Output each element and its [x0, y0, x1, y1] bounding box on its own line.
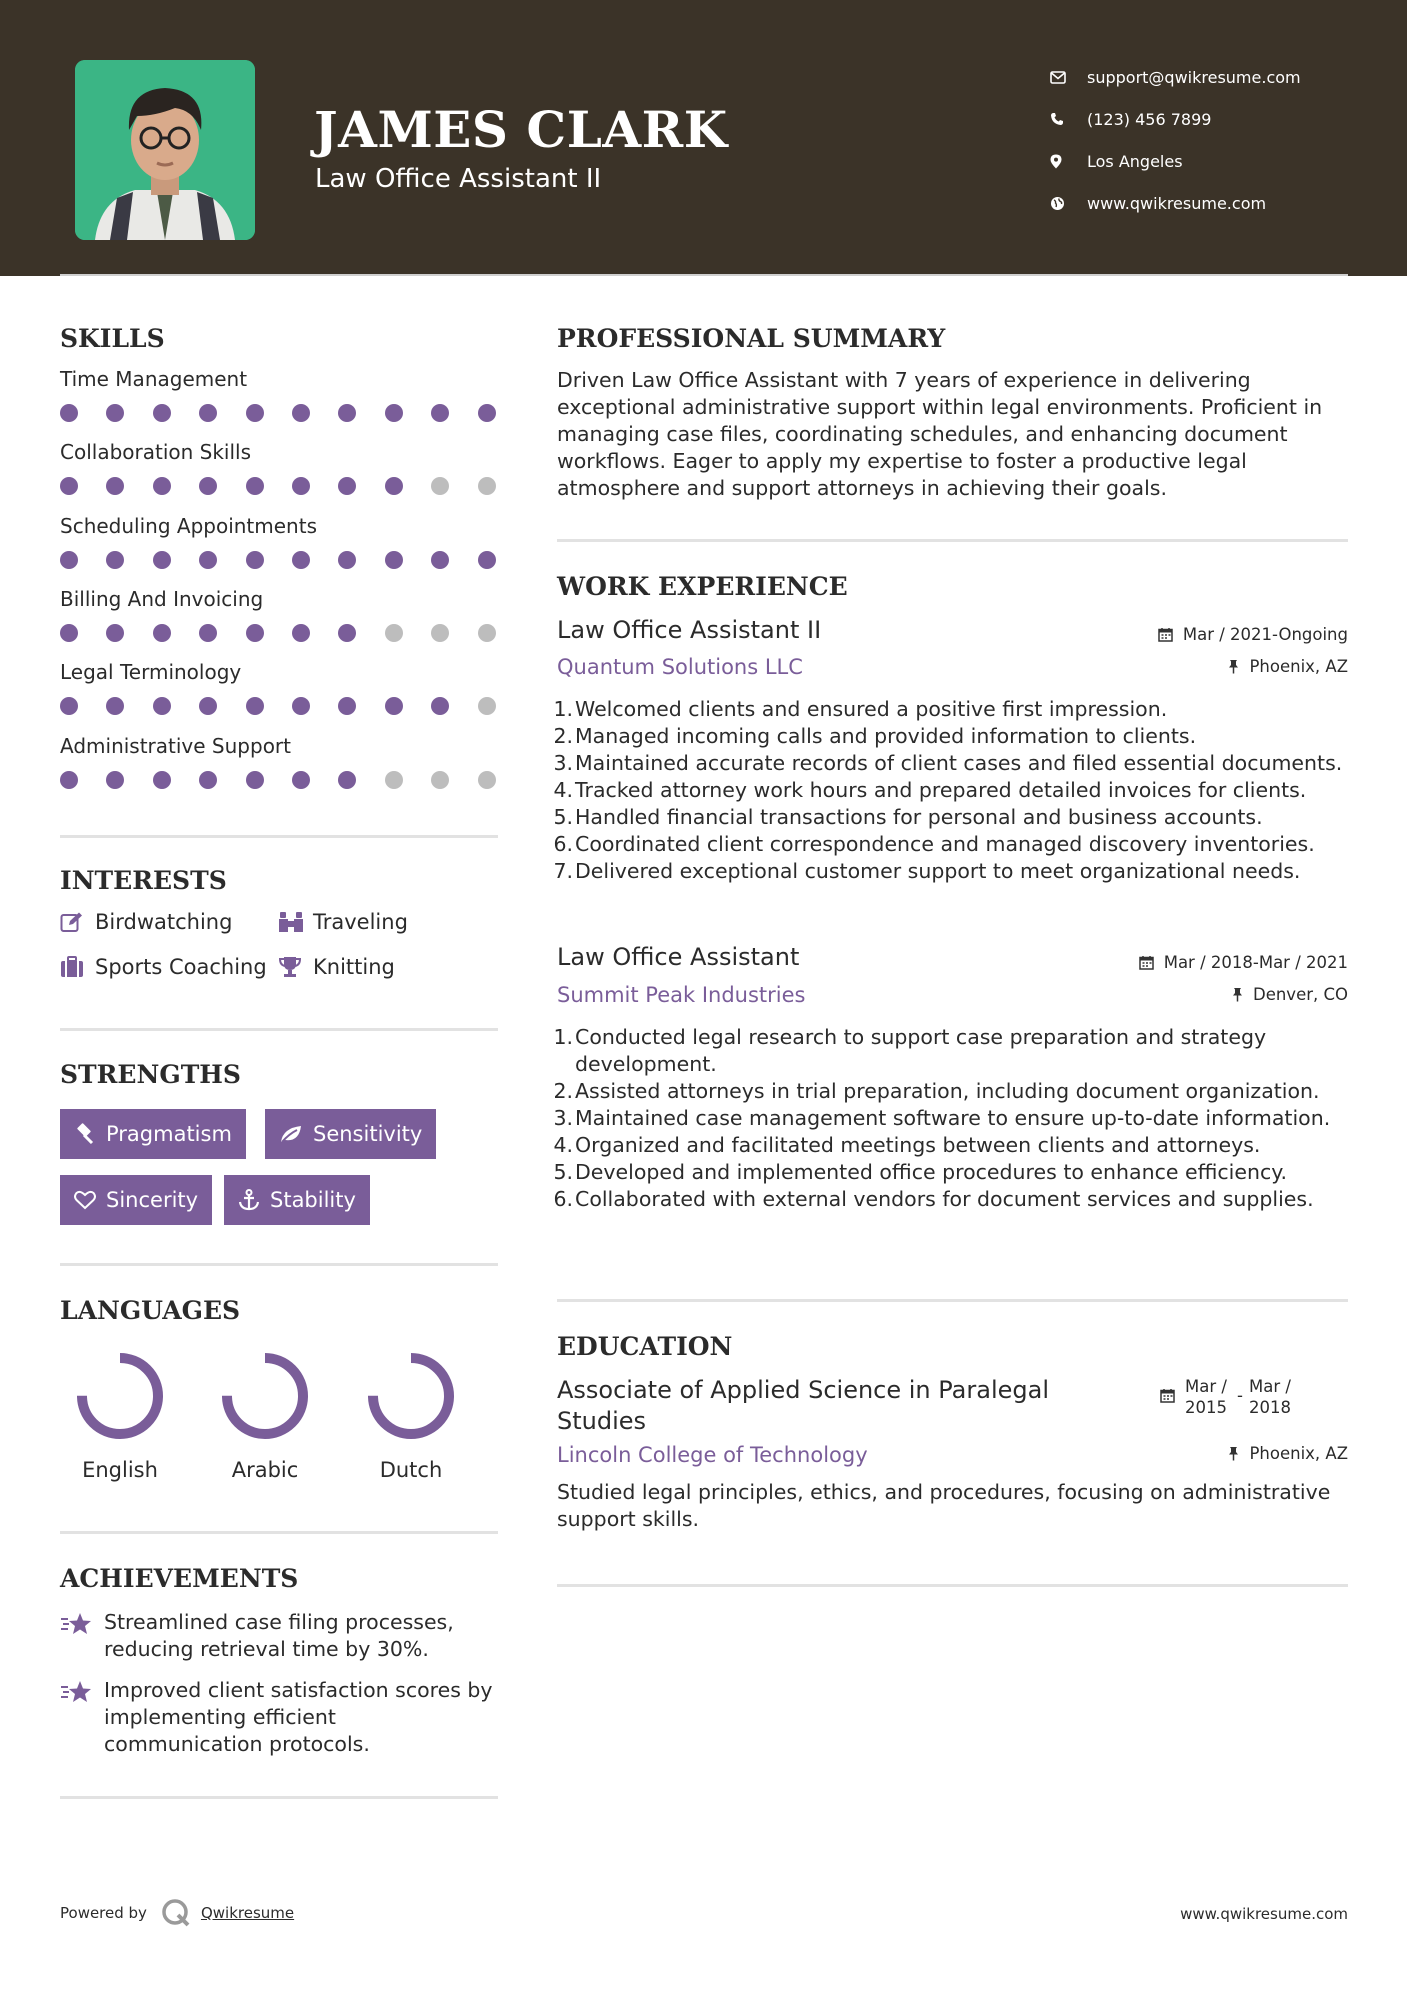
responsibility-item	[553, 1132, 1347, 1159]
interests-divider	[60, 1028, 498, 1031]
job-dates-text: Mar / 2018-Mar / 2021	[1163, 953, 1348, 972]
responsibility-item	[553, 696, 1347, 723]
skill-item	[60, 367, 500, 424]
responsibility-text: Handled financial transactions for personal and business accounts.	[575, 805, 1263, 829]
job-dates-text: Mar / 2021-Ongoing	[1182, 625, 1348, 644]
globe-icon	[1050, 196, 1087, 211]
rating-dot-filled	[478, 404, 496, 422]
language-level-ring	[361, 1346, 461, 1446]
interest-label: Traveling	[313, 910, 408, 934]
skill-item	[60, 660, 500, 717]
responsibility-text: Managed incoming calls and provided information to clients.	[575, 724, 1197, 748]
qwikresume-logo-icon	[161, 1898, 191, 1928]
rating-dot-filled	[292, 624, 310, 642]
rating-dot-filled	[106, 771, 124, 789]
list-number: 6.	[553, 832, 573, 856]
trophy-icon	[278, 956, 313, 978]
rating-dot-empty	[385, 771, 403, 789]
contact-website-text: www.qwikresume.com	[1087, 193, 1267, 213]
responsibility-item	[553, 750, 1347, 777]
rating-dot-filled	[199, 697, 217, 715]
strength-label: Stability	[270, 1188, 356, 1212]
pushpin-icon	[1228, 659, 1239, 674]
candidate-name: JAMES CLARK	[314, 100, 728, 159]
education-start: Mar / 2015	[1185, 1377, 1227, 1417]
strength-label: Sincerity	[106, 1188, 199, 1212]
language-item	[205, 1346, 325, 1482]
responsibility-text: Conducted legal research to support case preparation and strategy development.	[575, 1025, 1267, 1076]
education-divider	[557, 1584, 1348, 1587]
powered-by-text: Powered by	[60, 1904, 147, 1922]
skill-rating	[60, 624, 500, 644]
contact-email-text: support@qwikresume.com	[1087, 67, 1301, 87]
skill-rating	[60, 477, 500, 497]
experience-divider	[557, 1299, 1348, 1302]
list-number: 1.	[553, 1025, 573, 1049]
gavel-icon	[74, 1123, 96, 1145]
rating-dot-filled	[199, 624, 217, 642]
list-number: 7.	[553, 859, 573, 883]
contact-phone[interactable]	[1050, 98, 1301, 140]
rating-dot-filled	[246, 477, 264, 495]
strengths-divider	[60, 1263, 498, 1266]
rating-dot-filled	[199, 404, 217, 422]
rating-dot-filled	[60, 404, 78, 422]
rating-dot-filled	[292, 477, 310, 495]
summary-text: Driven Law Office Assistant with 7 years of experience in delivering exceptional administrative support within legal environments. Proficient in managing case files, coordinating schedules, and enhancing document workflows. Eager to apply my expertise to foster a productive legal atmosphere and support attorneys in achieving their goals.	[557, 368, 1323, 500]
rating-dot-filled	[338, 771, 356, 789]
responsibility-text: Welcomed clients and ensured a positive first impression.	[575, 697, 1168, 721]
skill-rating	[60, 551, 500, 571]
responsibility-text: Organized and facilitated meetings between clients and attorneys.	[575, 1133, 1261, 1157]
job-location-text: Denver, CO	[1252, 985, 1348, 1004]
languages-heading: LANGUAGES	[60, 1296, 241, 1325]
rating-dot-filled	[199, 477, 217, 495]
rating-dot-filled	[292, 771, 310, 789]
pushpin-icon	[1232, 987, 1243, 1002]
responsibility-item	[553, 777, 1347, 804]
language-level-arc	[82, 1358, 158, 1434]
interest-label: Knitting	[313, 955, 395, 979]
interest-label: Sports Coaching	[95, 955, 267, 979]
rating-dot-empty	[478, 771, 496, 789]
strengths-heading: STRENGTHS	[60, 1060, 241, 1089]
summary-heading: PROFESSIONAL SUMMARY	[557, 324, 946, 353]
list-number: 2.	[553, 1079, 573, 1103]
education-dates	[1160, 1376, 1301, 1418]
job-company: Quantum Solutions LLC	[557, 655, 803, 679]
interest-traveling	[278, 910, 408, 934]
job-location	[1232, 985, 1348, 1004]
responsibility-text: Tracked attorney work hours and prepared detailed invoices for clients.	[575, 778, 1307, 802]
job-location	[1228, 657, 1348, 676]
skill-rating	[60, 404, 500, 424]
rating-dot-filled	[338, 477, 356, 495]
interest-sports-coaching	[60, 955, 267, 979]
list-number: 5.	[553, 805, 573, 829]
star-badge-icon	[60, 1609, 104, 1663]
skill-label: Collaboration Skills	[60, 440, 252, 465]
contact-info	[1050, 56, 1301, 224]
education-date-dash: -	[1237, 1386, 1243, 1405]
calendar-icon	[1160, 1388, 1175, 1403]
rating-dot-empty	[478, 477, 496, 495]
skill-label: Legal Terminology	[60, 660, 242, 685]
skill-item	[60, 734, 500, 791]
phone-icon	[1050, 112, 1087, 126]
rating-dot-filled	[292, 697, 310, 715]
interests-heading: INTERESTS	[60, 866, 227, 895]
rating-dot-filled	[338, 404, 356, 422]
rating-dot-filled	[60, 697, 78, 715]
job-responsibilities	[553, 1024, 1347, 1213]
rating-dot-filled	[385, 404, 403, 422]
strength-chip-sincerity	[60, 1175, 212, 1225]
rating-dot-filled	[153, 404, 171, 422]
language-item	[351, 1346, 471, 1482]
strength-chip-pragmatism	[60, 1109, 246, 1159]
language-level-arc	[227, 1358, 303, 1434]
rating-dot-filled	[338, 624, 356, 642]
strength-chip-stability	[224, 1175, 370, 1225]
job-location-text: Phoenix, AZ	[1249, 657, 1348, 676]
experience-heading: WORK EXPERIENCE	[557, 572, 848, 601]
list-number: 4.	[553, 778, 573, 802]
language-level-ring	[70, 1346, 170, 1446]
skill-label: Billing And Invoicing	[60, 586, 264, 611]
rating-dot-filled	[338, 697, 356, 715]
strength-label: Pragmatism	[106, 1122, 232, 1146]
list-number: 5.	[553, 1160, 573, 1184]
responsibility-item	[553, 723, 1347, 750]
interest-knitting	[278, 955, 395, 979]
heart-icon	[74, 1190, 96, 1210]
rating-dot-empty	[431, 771, 449, 789]
achievement-text: Improved client satisfaction scores by implementing efficient communication protocols.	[104, 1678, 493, 1756]
summary-divider	[557, 539, 1348, 542]
pushpin-icon	[1228, 1446, 1239, 1461]
rating-dot-filled	[246, 551, 264, 569]
header-divider	[60, 274, 1348, 276]
job-responsibilities	[553, 696, 1347, 885]
resume-header	[0, 0, 1407, 276]
rating-dot-filled	[106, 477, 124, 495]
list-number: 6.	[553, 1187, 573, 1211]
job-dates	[1139, 953, 1348, 972]
leaf-icon	[279, 1124, 303, 1144]
calendar-icon	[1158, 627, 1173, 642]
rating-dot-filled	[246, 624, 264, 642]
rating-dot-filled	[60, 551, 78, 569]
rating-dot-filled	[60, 477, 78, 495]
rating-dot-filled	[199, 551, 217, 569]
responsibility-text: Delivered exceptional customer support to meet organizational needs.	[575, 859, 1301, 883]
contact-website[interactable]	[1050, 182, 1301, 224]
footer-brand-link[interactable]: Qwikresume	[200, 1904, 295, 1922]
contact-email[interactable]	[1050, 56, 1301, 98]
candidate-role: Law Office Assistant II	[315, 164, 602, 194]
edit-icon	[60, 911, 95, 933]
responsibility-item	[553, 804, 1347, 831]
skill-label: Administrative Support	[60, 733, 291, 758]
responsibility-item	[553, 1159, 1347, 1186]
rating-dot-filled	[246, 697, 264, 715]
language-item	[60, 1346, 180, 1482]
rating-dot-filled	[338, 551, 356, 569]
rating-dot-empty	[385, 624, 403, 642]
rating-dot-filled	[153, 697, 171, 715]
rating-dot-filled	[431, 697, 449, 715]
skill-rating	[60, 697, 500, 717]
language-label: Arabic	[231, 1458, 299, 1482]
responsibility-text: Maintained accurate records of client cases and filed essential documents.	[575, 751, 1343, 775]
responsibility-text: Developed and implemented office procedures to enhance efficiency.	[575, 1160, 1287, 1184]
education-location	[1228, 1444, 1348, 1463]
rating-dot-filled	[385, 551, 403, 569]
job-dates	[1158, 625, 1348, 644]
language-label: Dutch	[379, 1458, 443, 1482]
skill-item	[60, 440, 500, 497]
language-level-ring	[215, 1346, 315, 1446]
achievement-item	[60, 1677, 500, 1758]
education-heading: EDUCATION	[557, 1332, 733, 1361]
responsibility-item	[553, 858, 1347, 885]
responsibility-item	[553, 1186, 1347, 1213]
suitcase-icon	[60, 956, 95, 978]
binoculars-icon	[278, 911, 313, 933]
list-number: 1.	[553, 697, 573, 721]
map-pin-icon	[1050, 154, 1087, 169]
education-degree: Associate of Applied Science in Paralegal Studies	[557, 1376, 1049, 1435]
rating-dot-filled	[60, 771, 78, 789]
anchor-icon	[238, 1189, 260, 1211]
footer-powered-by	[60, 1898, 294, 1928]
rating-dot-filled	[106, 551, 124, 569]
rating-dot-filled	[246, 771, 264, 789]
rating-dot-filled	[153, 551, 171, 569]
contact-phone-text: (123) 456 7899	[1087, 109, 1212, 129]
list-number: 3.	[553, 1106, 573, 1130]
skill-label: Time Management	[60, 367, 248, 391]
responsibility-text: Maintained case management software to ensure up-to-date information.	[575, 1106, 1331, 1130]
rating-dot-filled	[292, 404, 310, 422]
profile-photo	[75, 60, 255, 240]
interest-label: Birdwatching	[95, 910, 233, 934]
education-location-text: Phoenix, AZ	[1249, 1444, 1348, 1463]
languages-divider	[60, 1531, 498, 1534]
strength-label: Sensitivity	[313, 1122, 423, 1146]
skills-divider	[60, 835, 498, 838]
responsibility-text: Collaborated with external vendors for document services and supplies.	[575, 1187, 1314, 1211]
education-end: Mar / 2018	[1249, 1377, 1291, 1417]
education-school: Lincoln College of Technology	[557, 1443, 868, 1467]
achievements-heading: ACHIEVEMENTS	[60, 1564, 299, 1593]
star-badge-icon	[60, 1677, 104, 1758]
language-label: English	[82, 1458, 158, 1482]
rating-dot-empty	[431, 624, 449, 642]
achievement-item	[60, 1609, 500, 1663]
rating-dot-filled	[153, 771, 171, 789]
language-level-arc	[373, 1358, 449, 1434]
skill-item	[60, 514, 500, 571]
rating-dot-filled	[431, 551, 449, 569]
skills-heading: SKILLS	[60, 324, 165, 353]
rating-dot-filled	[246, 404, 264, 422]
rating-dot-empty	[478, 697, 496, 715]
responsibility-item	[553, 1078, 1347, 1105]
rating-dot-filled	[385, 477, 403, 495]
rating-dot-filled	[106, 404, 124, 422]
skill-rating	[60, 771, 500, 791]
rating-dot-filled	[106, 624, 124, 642]
rating-dot-filled	[385, 697, 403, 715]
job-company: Summit Peak Industries	[557, 983, 806, 1007]
calendar-icon	[1139, 955, 1154, 970]
education-description: Studied legal principles, ethics, and procedures, focusing on administrative support skills.	[557, 1480, 1331, 1531]
skill-item	[60, 587, 500, 644]
interest-birdwatching	[60, 910, 232, 934]
achievement-text: Streamlined case filing processes, reducing retrieval time by 30%.	[104, 1610, 454, 1661]
responsibility-text: Assisted attorneys in trial preparation, including document organization.	[575, 1079, 1320, 1103]
list-number: 2.	[553, 724, 573, 748]
list-number: 3.	[553, 751, 573, 775]
responsibility-item	[553, 1105, 1347, 1132]
rating-dot-filled	[106, 697, 124, 715]
contact-location	[1050, 140, 1301, 182]
skill-label: Scheduling Appointments	[60, 513, 317, 538]
rating-dot-filled	[153, 624, 171, 642]
strength-chip-sensitivity	[265, 1109, 436, 1159]
rating-dot-filled	[153, 477, 171, 495]
footer-website-link[interactable]: www.qwikresume.com	[1180, 1905, 1348, 1923]
responsibility-item	[553, 831, 1347, 858]
rating-dot-empty	[431, 477, 449, 495]
rating-dot-empty	[478, 624, 496, 642]
list-number: 4.	[553, 1133, 573, 1157]
responsibility-text: Coordinated client correspondence and managed discovery inventories.	[575, 832, 1315, 856]
rating-dot-filled	[292, 551, 310, 569]
rating-dot-filled	[478, 551, 496, 569]
job-title: Law Office Assistant	[557, 943, 800, 971]
achievements-divider	[60, 1796, 498, 1799]
rating-dot-filled	[199, 771, 217, 789]
rating-dot-filled	[431, 404, 449, 422]
job-title: Law Office Assistant II	[557, 616, 822, 644]
envelope-icon	[1050, 71, 1087, 84]
contact-location-text: Los Angeles	[1087, 151, 1183, 171]
responsibility-item	[553, 1024, 1347, 1078]
rating-dot-filled	[60, 624, 78, 642]
